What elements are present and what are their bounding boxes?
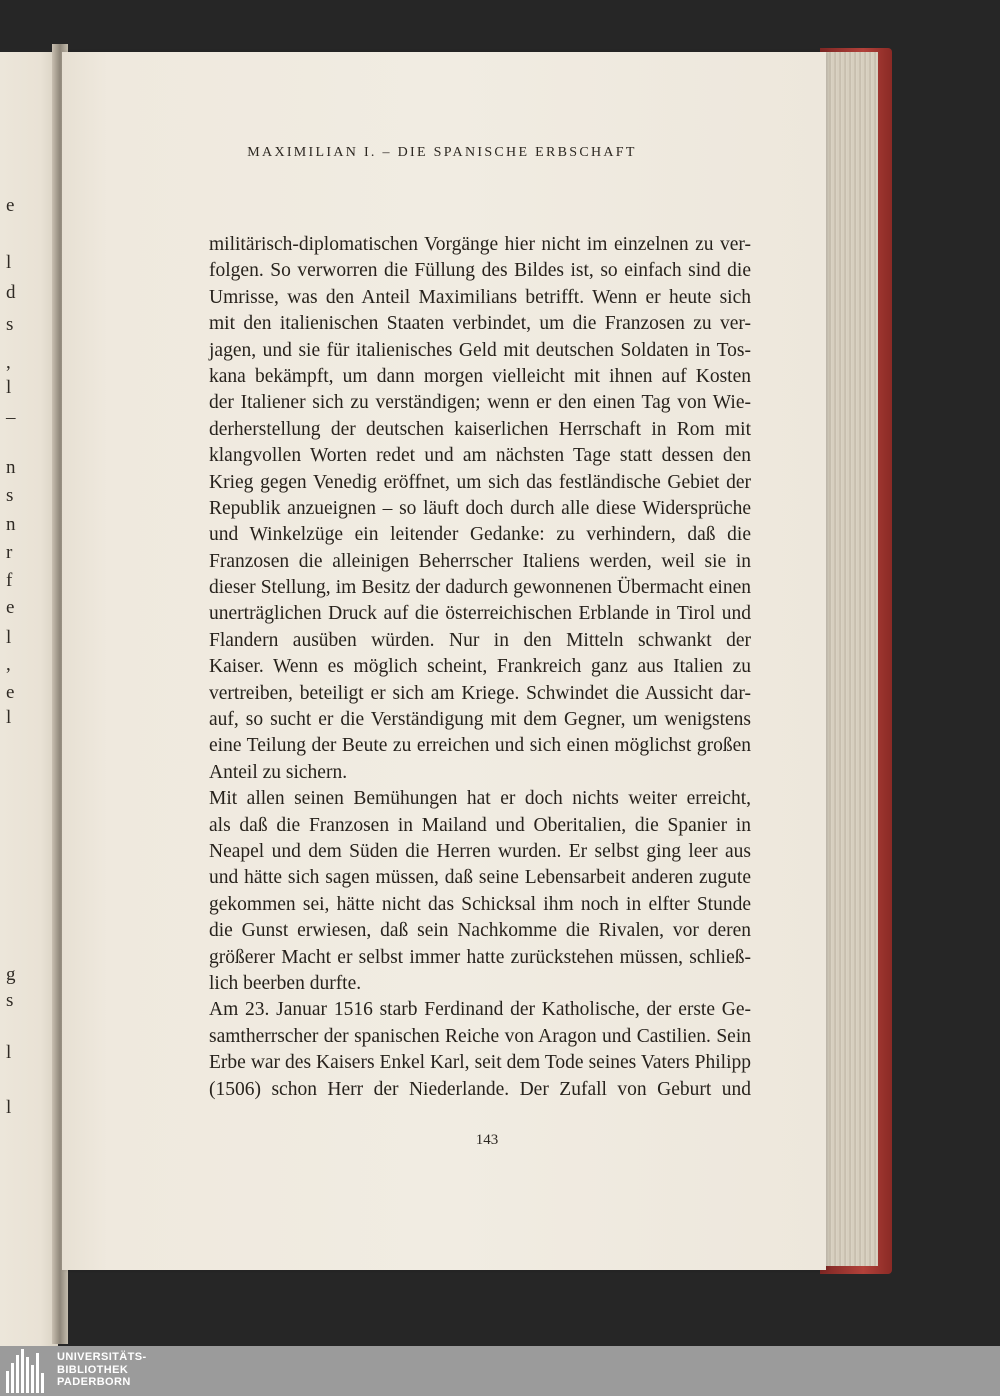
body-text — [209, 232, 751, 1103]
text-line: als daß die Franzosen in Mailand und Oberitalien, die Spanier in — [209, 814, 751, 836]
text-line: Neapel und dem Süden die Herren wurden. Er selbst ging leer aus — [209, 840, 751, 862]
text-line: lich beerben durfte. — [209, 972, 362, 994]
text-line: Mit allen seinen Bemühungen hat er doch nichts weiter erreicht, — [209, 788, 751, 810]
logo-bar — [41, 1373, 44, 1393]
previous-page-fragment: r — [6, 542, 13, 563]
previous-page-fragment: – — [6, 407, 16, 428]
previous-page-fragment: l — [6, 707, 12, 728]
text-line: Am 23. Januar 1516 starb Ferdinand der Katholische, der erste Ge- — [209, 999, 751, 1021]
previous-page-fragment: , — [6, 352, 11, 373]
previous-page-fragment: e — [6, 195, 15, 216]
previous-page-fragment: l — [6, 377, 12, 398]
logo-text-line: UNIVERSITÄTS- — [57, 1351, 147, 1363]
library-logo-text — [57, 1351, 147, 1389]
text-line: eine Teilung der Beute zu erreichen und sich einen möglichst großen — [209, 735, 751, 757]
previous-page-edge — [0, 52, 58, 1346]
logo-bar — [36, 1353, 39, 1393]
logo-bar — [11, 1363, 14, 1393]
running-head: MAXIMILIAN I. – DIE SPANISCHE ERBSCHAFT — [247, 145, 637, 160]
text-line: dieser Stellung, im Besitz der dadurch gewonnenen Übermacht einen — [209, 577, 751, 599]
text-line: samtherrscher der spanischen Reiche von Aragon und Castilien. Sein — [209, 1025, 751, 1047]
text-line: Anteil zu sichern. — [209, 761, 348, 783]
previous-page-fragment: e — [6, 597, 15, 618]
text-line: klangvollen Worten redet und am nächsten Tage statt dessen den — [209, 445, 751, 467]
previous-page-fragment: g — [6, 964, 16, 985]
logo-bar — [16, 1355, 19, 1393]
text-line: Kaiser. Wenn es möglich scheint, Frankreich ganz aus Italien zu — [209, 656, 751, 678]
previous-page-fragment: l — [6, 1042, 12, 1063]
text-line: die Gunst erwiesen, daß sein Nachkomme die Rivalen, vor deren — [209, 920, 751, 942]
previous-page-fragment: n — [6, 457, 16, 478]
previous-page-fragment: e — [6, 682, 15, 703]
text-line: jagen, und sie für italienisches Geld mit deutschen Soldaten in Tos- — [209, 339, 751, 361]
page-number: 143 — [475, 1132, 499, 1148]
text-line: auf, so sucht er die Verständigung mit dem Gegner, um wenigstens — [209, 709, 751, 731]
page-block-edge — [822, 52, 878, 1266]
text-line: militärisch-diplomatischen Vorgänge hier nicht im einzelnen zu ver- — [209, 234, 751, 255]
book-page — [62, 52, 826, 1270]
text-line: Republik anzueignen – so läuft doch durch alle diese Widersprüche — [209, 497, 751, 519]
text-line: folgen. So verworren die Füllung des Bildes ist, so einfach sind die — [209, 260, 751, 282]
library-footer — [0, 1346, 1000, 1396]
text-line: mit den italienischen Staaten verbindet, um die Franzosen zu ver- — [209, 313, 751, 335]
text-line: Franzosen die alleinigen Beherrscher Italiens werden, weil sie in — [209, 550, 751, 572]
text-line: unerträglichen Druck auf die österreichischen Erblande in Tirol und — [209, 603, 751, 625]
logo-text-line: BIBLIOTHEK — [57, 1363, 129, 1376]
text-line: größerer Macht er selbst immer hatte zurückstehen müssen, schließ- — [209, 946, 751, 968]
text-line: Krieg gegen Venedig eröffnet, um sich das festländische Gebiet der — [209, 471, 751, 493]
logo-bar — [26, 1357, 29, 1393]
text-line: der Italiener sich zu verständigen; wenn er den einen Tag von Wie- — [209, 392, 751, 414]
previous-page-fragment: s — [6, 485, 14, 506]
previous-page-fragment: s — [6, 990, 14, 1011]
text-line: und hätte sich sagen müssen, daß seine Lebensarbeit anderen zugute — [209, 867, 751, 889]
previous-page-fragment: , — [6, 654, 11, 675]
library-logo-icon — [6, 1349, 50, 1393]
text-line: derherstellung der deutschen kaiserlichen Herrschaft in Rom mit — [209, 418, 751, 440]
previous-page-fragment: d — [6, 282, 16, 303]
text-line: vertreiben, beteiligt er sich am Kriege. Schwindet die Aussicht dar- — [209, 682, 751, 704]
previous-page-fragment: l — [6, 627, 12, 648]
logo-text-line: PADERBORN — [57, 1376, 131, 1388]
text-line: Erbe war des Kaisers Enkel Karl, seit dem Tode seines Vaters Philipp — [209, 1052, 751, 1074]
text-line: Flandern ausüben würden. Nur in den Mitteln schwankt der — [209, 629, 751, 651]
text-line: kana bekämpft, um dann morgen vielleicht mit ihnen auf Kosten — [209, 365, 751, 387]
previous-page-fragment: l — [6, 252, 12, 273]
logo-bar — [31, 1365, 34, 1393]
logo-bar — [6, 1371, 9, 1393]
text-line: (1506) schon Herr der Niederlande. Der Zufall von Geburt und — [209, 1078, 751, 1100]
previous-page-fragment: l — [6, 1097, 12, 1118]
previous-page-fragment: f — [6, 570, 13, 591]
text-line: gekommen sei, hätte nicht das Schicksal ihm noch in elfter Stunde — [209, 893, 751, 915]
text-line: Umrisse, was den Anteil Maximilians betrifft. Wenn er heute sich — [209, 286, 751, 308]
previous-page-fragment: n — [6, 514, 16, 535]
logo-bar — [21, 1349, 24, 1393]
text-line: und Winkelzüge ein leitender Gedanke: zu verhindern, daß die — [209, 524, 751, 546]
previous-page-fragment: s — [6, 314, 14, 335]
